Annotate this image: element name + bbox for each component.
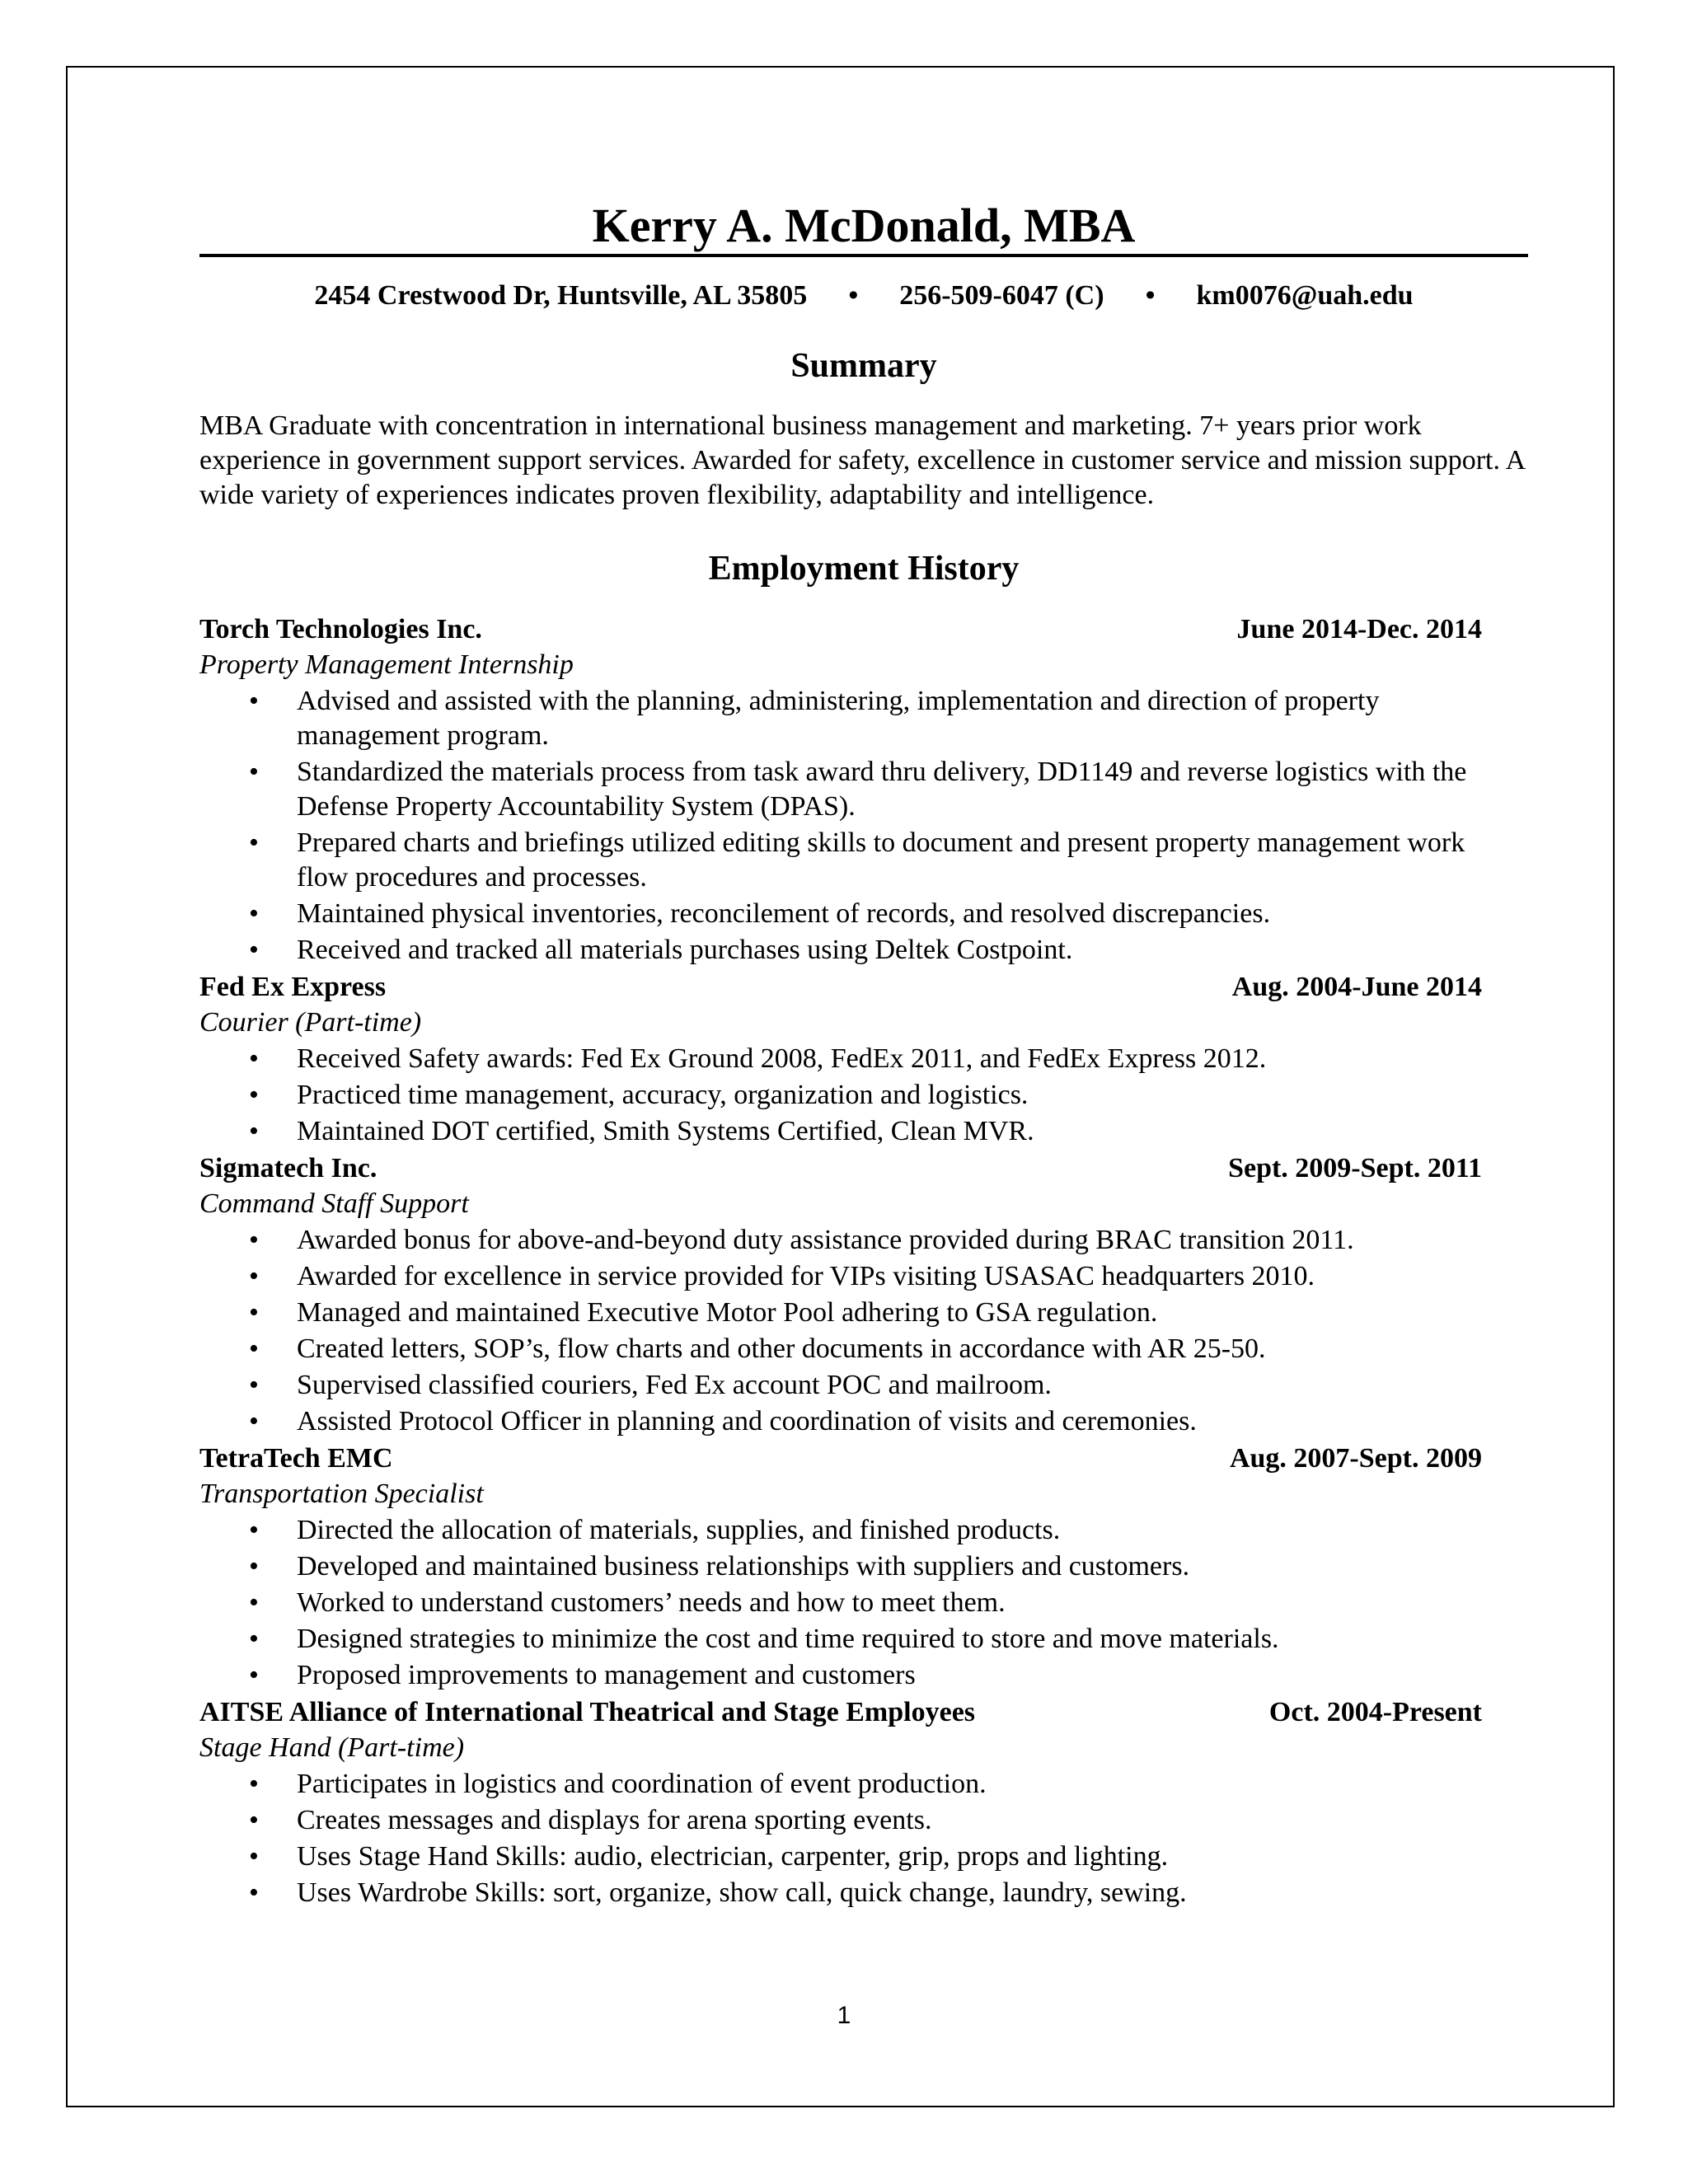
- employment-heading: Employment History: [708, 550, 1020, 588]
- duty-item: • Assisted Protocol Officer in planning and coordination of visits and ceremonies.: [199, 1404, 1492, 1439]
- duty-item: • Uses Stage Hand Skills: audio, electrician, carpenter, grip, props and lighting.: [199, 1840, 1492, 1874]
- job-duties: [199, 1767, 1528, 1910]
- duty-item: • Maintained DOT certified, Smith Systems Certified, Clean MVR.: [199, 1114, 1492, 1149]
- contact-separator: •: [848, 280, 859, 311]
- job-dates: Sept. 2009-Sept. 2011: [1228, 1153, 1482, 1183]
- duty-item: • Designed strategies to minimize the cost and time required to store and move materials.: [199, 1622, 1492, 1657]
- job-company: Torch Technologies Inc.: [199, 614, 482, 644]
- job-entry: [199, 1694, 1528, 1910]
- duty-item: • Awarded for excellence in service provided for VIPs visiting USASAC headquarters 2010.: [199, 1259, 1492, 1294]
- job-header: [199, 612, 1482, 648]
- job-dates: Aug. 2007-Sept. 2009: [1229, 1443, 1482, 1474]
- job-duties: [199, 1223, 1528, 1439]
- duty-item: • Developed and maintained business relationships with suppliers and customers.: [199, 1549, 1492, 1584]
- job-role: Transportation Specialist: [199, 1479, 484, 1509]
- job-header: [199, 1441, 1482, 1477]
- duty-item: • Prepared charts and briefings utilized editing skills to document and present property management work flow procedures and processes.: [199, 826, 1492, 895]
- job-entry: [199, 1441, 1528, 1693]
- job-duties: [199, 1042, 1528, 1149]
- job-entry: [199, 1151, 1528, 1439]
- duty-item: • Maintained physical inventories, reconcilement of records, and resolved discrepancies.: [199, 897, 1492, 931]
- duty-item: • Proposed improvements to management and customers: [199, 1658, 1492, 1693]
- job-role: Property Management Internship: [199, 649, 574, 680]
- job-role: Stage Hand (Part-time): [199, 1732, 465, 1763]
- summary-heading: Summary: [790, 347, 937, 385]
- job-header: [199, 1694, 1482, 1731]
- job-duties: [199, 1513, 1528, 1693]
- duty-item: • Awarded bonus for above-and-beyond duty assistance provided during BRAC transition 2011.: [199, 1223, 1492, 1258]
- duty-item: • Created letters, SOP’s, flow charts and other documents in accordance with AR 25-50.: [199, 1332, 1492, 1366]
- duty-item: • Received Safety awards: Fed Ex Ground 2008, FedEx 2011, and FedEx Express 2012.: [199, 1042, 1492, 1076]
- contact-email: km0076@uah.edu: [1196, 280, 1414, 311]
- duty-item: • Participates in logistics and coordination of event production.: [199, 1767, 1492, 1802]
- duty-item: • Creates messages and displays for arena sporting events.: [199, 1803, 1492, 1838]
- page-number: 1: [837, 2002, 851, 2029]
- duty-item: • Directed the allocation of materials, supplies, and finished products.: [199, 1513, 1492, 1548]
- duty-item: • Supervised classified couriers, Fed Ex account POC and mailroom.: [199, 1368, 1492, 1403]
- contact-separator: •: [1145, 280, 1156, 311]
- job-company: Fed Ex Express: [199, 972, 387, 1002]
- name-block: [199, 198, 1528, 257]
- contact-phone: 256-509-6047 (C): [899, 280, 1104, 311]
- resume-content: [199, 198, 1528, 1912]
- contact-address: 2454 Crestwood Dr, Huntsville, AL 35805: [314, 280, 808, 311]
- job-company: AITSE Alliance of International Theatrical and Stage Employees: [199, 1697, 976, 1727]
- job-company: TetraTech EMC: [199, 1443, 393, 1474]
- job-header: [199, 969, 1482, 1005]
- job-role: Courier (Part-time): [199, 1007, 422, 1038]
- duty-item: • Worked to understand customers’ needs and how to meet them.: [199, 1586, 1492, 1620]
- job-duties: [199, 684, 1528, 968]
- job-entry: [199, 969, 1528, 1149]
- applicant-name: Kerry A. McDonald, MBA: [592, 199, 1136, 252]
- duty-item: • Practiced time management, accuracy, organization and logistics.: [199, 1078, 1492, 1113]
- contact-line: [199, 279, 1528, 313]
- job-header: [199, 1151, 1482, 1187]
- job-entry: [199, 612, 1528, 968]
- duty-item: • Uses Wardrobe Skills: sort, organize, show call, quick change, laundry, sewing.: [199, 1876, 1492, 1910]
- job-dates: Oct. 2004-Present: [1268, 1697, 1482, 1727]
- job-dates: Aug. 2004-June 2014: [1231, 972, 1482, 1002]
- job-dates: June 2014-Dec. 2014: [1236, 614, 1482, 644]
- summary-text: MBA Graduate with concentration in international business management and marketing. 7+ years prior work experience in government support services. Awarded for safety, excellence in customer service and mission support. A wide variety of experiences indicates proven flexibility, adaptability and intelligence.: [199, 410, 1525, 510]
- duty-item: • Advised and assisted with the planning, administering, implementation and direction of property management program.: [199, 684, 1492, 753]
- job-role: Command Staff Support: [199, 1188, 469, 1219]
- duty-item: • Managed and maintained Executive Motor Pool adhering to GSA regulation.: [199, 1296, 1492, 1330]
- job-company: Sigmatech Inc.: [199, 1153, 377, 1183]
- duty-item: • Standardized the materials process from task award thru delivery, DD1149 and reverse logistics with the Defense Property Accountability System (DPAS).: [199, 755, 1492, 824]
- duty-item: • Received and tracked all materials purchases using Deltek Costpoint.: [199, 933, 1492, 968]
